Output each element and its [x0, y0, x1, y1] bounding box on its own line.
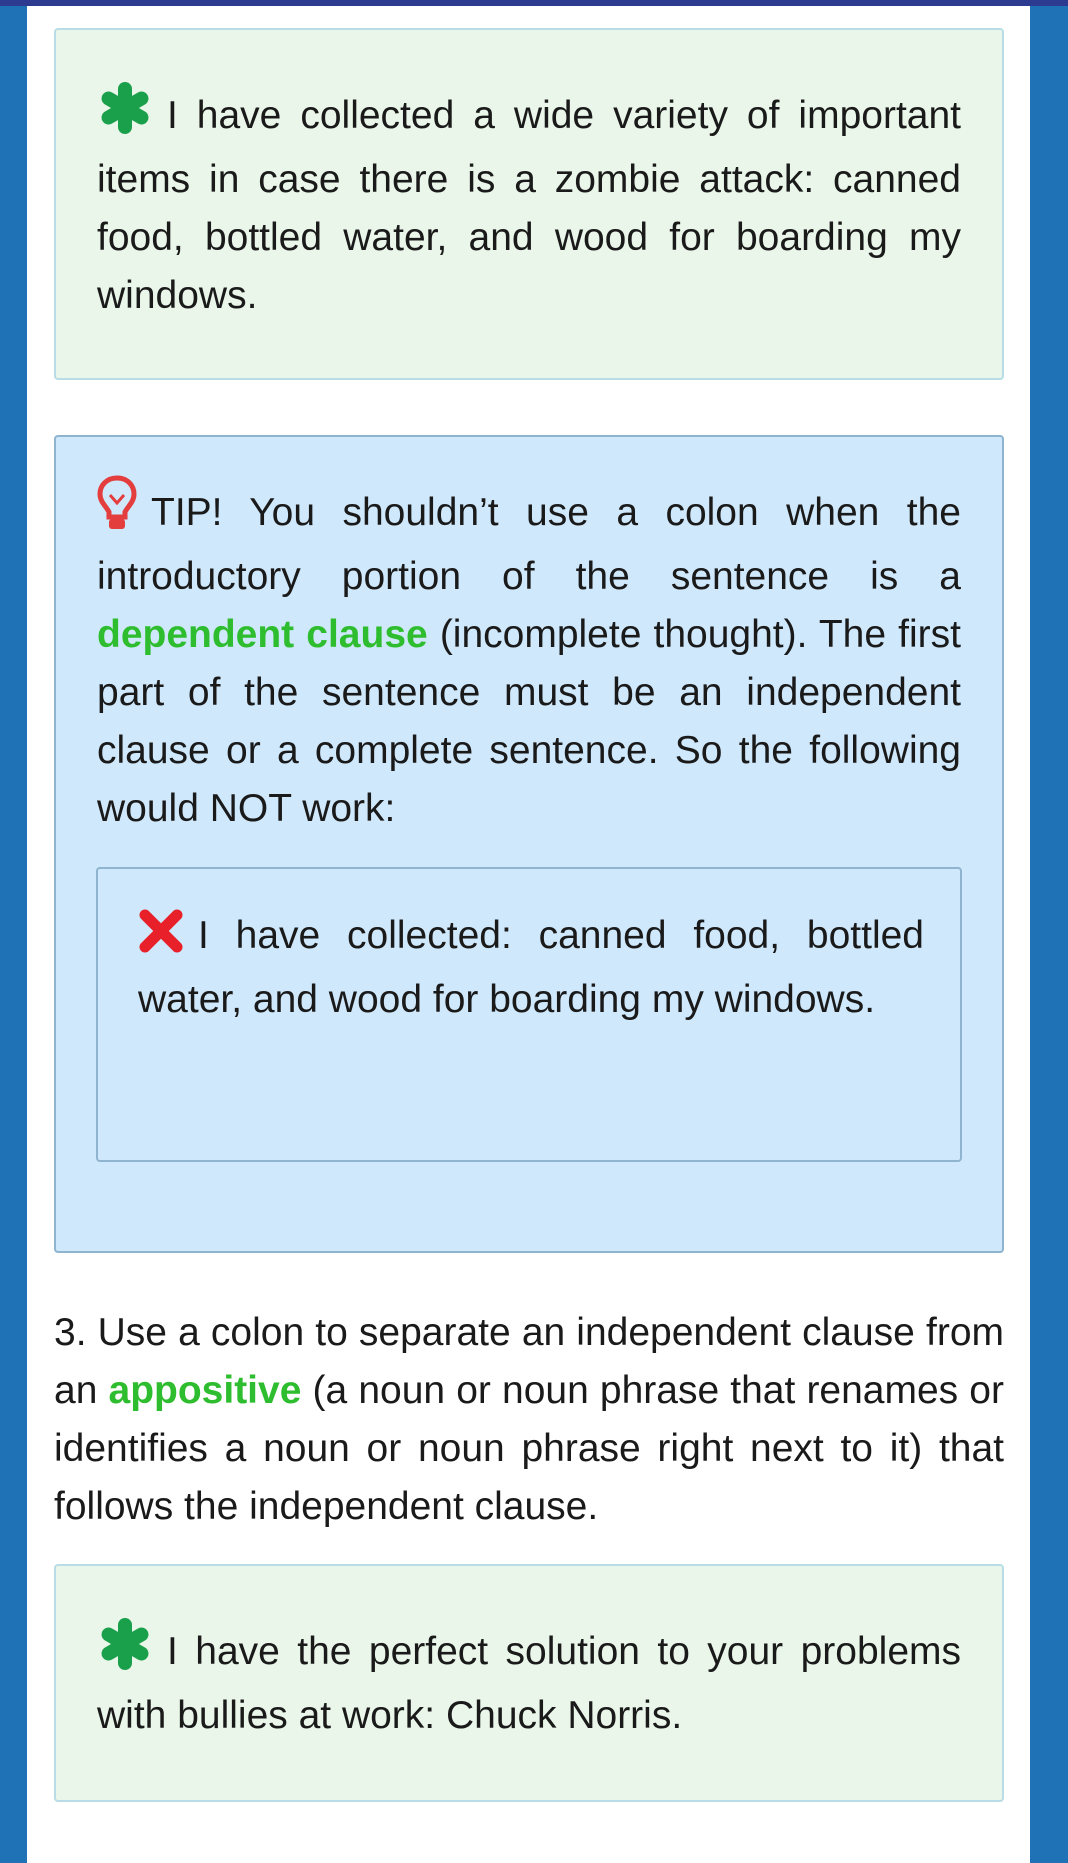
tip-text: TIP! You shouldn’t use a colon when the introductory portion of the sentence is a dependent clause (incomplete thought). The first part of the sentence must be an independent clause or a complete sentence. So the following would NOT work:	[97, 475, 961, 838]
green-asterisk-icon	[97, 1618, 153, 1687]
example-text-zombie: I have collected a wide variety of important items in case there is a zombie attack: canned food, bottled water, and wood for boarding my windows.	[97, 82, 961, 325]
term-dependent-clause: dependent clause	[97, 613, 428, 656]
article-content	[27, 6, 1030, 1863]
example-box-chuck-norris	[54, 1564, 1004, 1802]
red-x-icon	[138, 908, 184, 971]
green-asterisk-icon	[97, 82, 153, 151]
wrong-example-text: I have collected: canned food, bottled water, and wood for boarding my windows.	[138, 907, 924, 1029]
rule-3-paragraph: 3. Use a colon to separate an independent clause from an appositive (a noun or noun phrase that renames or identifies a noun or noun phrase right next to it) that follows the independent clause.	[54, 1311, 1004, 1528]
lightbulb-icon	[97, 475, 137, 548]
tip-box	[54, 435, 1004, 1253]
example-box-zombie	[54, 28, 1004, 380]
wrong-example-box	[96, 867, 962, 1162]
term-appositive: appositive	[108, 1369, 302, 1412]
example-text-chuck-norris: I have the perfect solution to your problems with bullies at work: Chuck Norris.	[97, 1618, 961, 1745]
